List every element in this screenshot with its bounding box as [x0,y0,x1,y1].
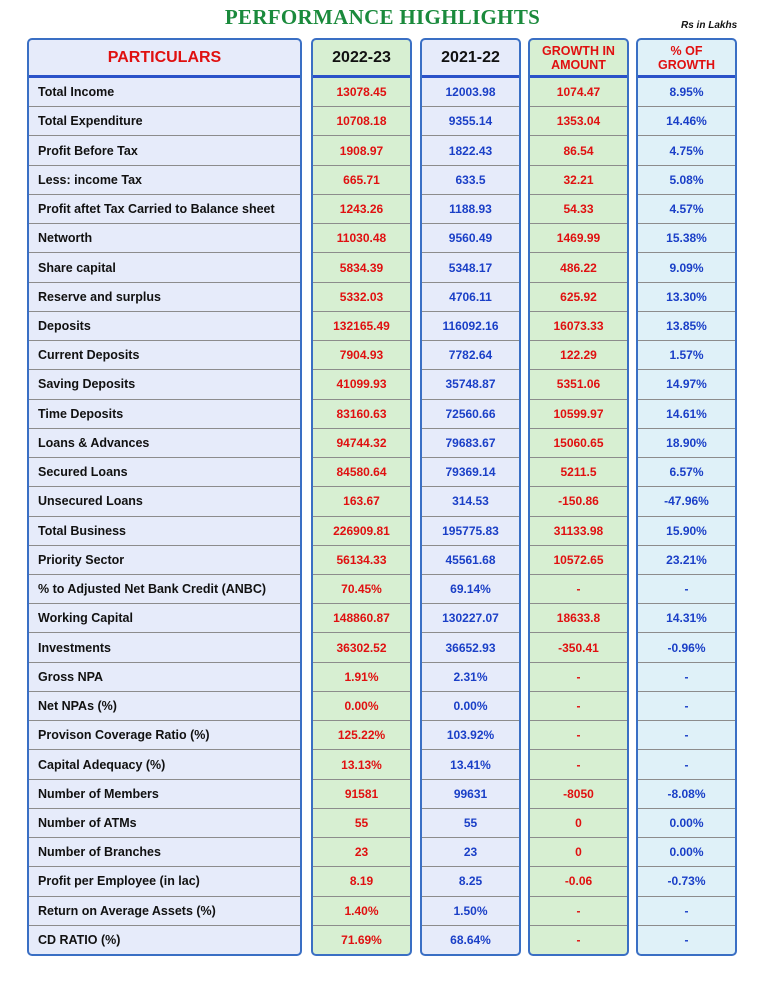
previous-cell: 12003.98 [422,78,519,107]
growth-amount-cell: 0 [530,838,627,867]
particular-cell: Working Capital [29,604,300,633]
particulars-body [29,78,300,954]
particular-cell: Investments [29,633,300,662]
previous-cell: 1822.43 [422,136,519,165]
particular-cell: Reserve and surplus [29,283,300,312]
growth-amount-cell: -8050 [530,780,627,809]
growth-pct-cell: - [638,721,735,750]
growth-amount-cell: 16073.33 [530,312,627,341]
previous-cell: 9355.14 [422,107,519,136]
current-cell: 1243.26 [313,195,410,224]
growth-pct-cell: 13.30% [638,283,735,312]
growth-pct-cell: 4.57% [638,195,735,224]
previous-cell: 99631 [422,780,519,809]
growth-pct-cell: - [684,932,689,947]
previous-cell: 7782.64 [422,341,519,370]
growth-pct-cell: -0.73% [638,867,735,896]
particular-cell: Total Business [29,517,300,546]
growth-pct-cell: - [638,750,735,779]
particular-cell: Current Deposits [29,341,300,370]
particular-cell: Saving Deposits [29,370,300,399]
current-cell: 125.22% [313,721,410,750]
growth-amount-cell: 86.54 [530,136,627,165]
current-cell: 84580.64 [313,458,410,487]
previous-cell: 8.25 [422,867,519,896]
growth-pct-cell: 8.95% [638,78,735,107]
growth-amount-cell: 32.21 [530,166,627,195]
growth-amount-cell: 122.29 [530,341,627,370]
growth-pct-cell: 4.75% [638,136,735,165]
growth-pct-cell: 5.08% [638,166,735,195]
growth-amount-cell: 31133.98 [530,517,627,546]
particular-cell: Provison Coverage Ratio (%) [29,721,300,750]
growth-amount-cell: 10572.65 [530,546,627,575]
previous-cell: 79683.67 [422,429,519,458]
growth-amount-cell: - [576,932,581,947]
current-cell: 1.40% [313,897,410,926]
growth-amount-cell: - [530,721,627,750]
previous-cell: 36652.93 [422,633,519,662]
particular-cell: Deposits [29,312,300,341]
growth-amount-cell: - [530,692,627,721]
growth-amount-cell: 486.22 [530,253,627,282]
current-cell: 8.19 [313,867,410,896]
particular-cell: Total Income [29,78,300,107]
particular-cell: Priority Sector [29,546,300,575]
previous-cell: 633.5 [422,166,519,195]
growth-pct-cell: -0.96% [638,633,735,662]
particular-cell: Profit Before Tax [29,136,300,165]
growth-pct-cell: 15.90% [638,517,735,546]
growth-amount-cell: 1074.47 [530,78,627,107]
growth-pct-cell: -47.96% [638,487,735,516]
growth-pct-cell: 15.38% [638,224,735,253]
growth-pct-header [638,40,735,78]
growth-amount-header-line2: AMOUNT [551,57,606,72]
current-cell: 36302.52 [313,633,410,662]
current-cell: 55 [313,809,410,838]
growth-pct-cell: - [638,575,735,604]
growth-pct-cell: -8.08% [638,780,735,809]
particular-cell: Profit aftet Tax Carried to Balance sheet [29,195,300,224]
previous-cell: 5348.17 [422,253,519,282]
particular-cell: Total Expenditure [29,107,300,136]
previous-cell: 1.50% [422,897,519,926]
current-cell: 0.00% [313,692,410,721]
growth-pct-cell: - [638,897,735,926]
growth-amount-cell: -150.86 [530,487,627,516]
particulars-header: PARTICULARS [29,40,300,78]
particular-cell: Profit per Employee (in lac) [29,867,300,896]
growth-amount-cell: - [530,897,627,926]
particular-cell: Secured Loans [29,458,300,487]
year-previous-column [420,38,521,956]
growth-pct-cell: 6.57% [638,458,735,487]
growth-amount-cell: 1353.04 [530,107,627,136]
growth-amount-cell: -350.41 [530,633,627,662]
growth-amount-cell: -0.06 [530,867,627,896]
current-cell: 132165.49 [313,312,410,341]
particular-cell: Less: income Tax [29,166,300,195]
year-current-column [311,38,412,956]
growth-pct-cell: 0.00% [638,809,735,838]
current-cell: 23 [313,838,410,867]
current-cell: 665.71 [313,166,410,195]
growth-pct-cell: 0.00% [638,838,735,867]
particular-cell: Net NPAs (%) [29,692,300,721]
growth-amount-column [528,38,629,956]
year-previous-body [422,78,519,954]
previous-cell: 0.00% [422,692,519,721]
current-cell: 70.45% [313,575,410,604]
current-cell: 13.13% [313,750,410,779]
previous-cell: 195775.83 [422,517,519,546]
growth-amount-cell: 5351.06 [530,370,627,399]
previous-cell: 72560.66 [422,400,519,429]
current-cell: 94744.32 [313,429,410,458]
growth-pct-cell: 14.46% [638,107,735,136]
growth-amount-cell: 1469.99 [530,224,627,253]
current-cell: 41099.93 [313,370,410,399]
particular-cell: CD RATIO (%) [38,932,121,947]
previous-cell: 103.92% [422,721,519,750]
growth-pct-header-line1: % OF [670,43,703,58]
particular-cell: Number of ATMs [29,809,300,838]
current-cell: 5332.03 [313,283,410,312]
growth-amount-cell: 15060.65 [530,429,627,458]
growth-amount-body [530,78,627,954]
previous-cell: 23 [422,838,519,867]
particular-cell: Share capital [29,253,300,282]
particular-cell: Number of Branches [29,838,300,867]
current-cell: 163.67 [313,487,410,516]
growth-amount-header [530,40,627,78]
previous-cell: 79369.14 [422,458,519,487]
particular-cell: Unsecured Loans [29,487,300,516]
current-cell: 226909.81 [313,517,410,546]
current-cell: 7904.93 [313,341,410,370]
particular-cell: Time Deposits [29,400,300,429]
particular-cell: Loans & Advances [29,429,300,458]
particular-cell: Networth [29,224,300,253]
page-title [0,5,771,30]
current-cell: 83160.63 [313,400,410,429]
previous-cell: 69.14% [422,575,519,604]
current-cell: 148860.87 [313,604,410,633]
year-previous-header: 2021-22 [422,40,519,78]
growth-pct-cell: 14.61% [638,400,735,429]
growth-pct-column [636,38,737,956]
growth-amount-cell: - [530,575,627,604]
growth-amount-cell: 0 [530,809,627,838]
previous-cell: 116092.16 [422,312,519,341]
growth-amount-cell: - [530,750,627,779]
growth-pct-cell: 14.97% [638,370,735,399]
growth-pct-cell: - [638,692,735,721]
previous-cell: 68.64% [450,932,491,947]
current-cell: 10708.18 [313,107,410,136]
growth-pct-body [638,78,735,954]
growth-pct-cell: 13.85% [638,312,735,341]
page-title-text: PERFORMANCE HIGHLIGHTS [224,5,541,29]
particular-cell: Capital Adequacy (%) [29,750,300,779]
particulars-column [27,38,302,956]
growth-pct-cell: 23.21% [638,546,735,575]
year-current-body [313,78,410,954]
growth-pct-cell: 9.09% [638,253,735,282]
growth-pct-cell: 1.57% [638,341,735,370]
year-current-header: 2022-23 [313,40,410,78]
particular-cell: Gross NPA [29,663,300,692]
current-cell: 5834.39 [313,253,410,282]
current-cell: 71.69% [341,932,382,947]
current-cell: 56134.33 [313,546,410,575]
current-cell: 1908.97 [313,136,410,165]
previous-cell: 45561.68 [422,546,519,575]
unit-note: Rs in Lakhs [681,20,738,31]
growth-amount-cell: 18633.8 [530,604,627,633]
previous-cell: 314.53 [422,487,519,516]
current-cell: 11030.48 [313,224,410,253]
growth-pct-header-line2: GROWTH [658,57,715,72]
particular-cell: Number of Members [29,780,300,809]
growth-pct-cell: 14.31% [638,604,735,633]
previous-cell: 35748.87 [422,370,519,399]
growth-amount-cell: 5211.5 [530,458,627,487]
previous-cell: 9560.49 [422,224,519,253]
previous-cell: 55 [422,809,519,838]
growth-amount-cell: 10599.97 [530,400,627,429]
previous-cell: 130227.07 [422,604,519,633]
growth-amount-cell: 625.92 [530,283,627,312]
growth-pct-cell: 18.90% [638,429,735,458]
growth-pct-cell: - [638,663,735,692]
previous-cell: 4706.11 [422,283,519,312]
particular-cell: Return on Average Assets (%) [29,897,300,926]
previous-cell: 2.31% [422,663,519,692]
current-cell: 13078.45 [313,78,410,107]
growth-amount-cell: - [530,663,627,692]
particular-cell: % to Adjusted Net Bank Credit (ANBC) [29,575,300,604]
current-cell: 91581 [313,780,410,809]
growth-amount-header-line1: GROWTH IN [542,43,615,58]
previous-cell: 13.41% [422,750,519,779]
previous-cell: 1188.93 [422,195,519,224]
growth-amount-cell: 54.33 [530,195,627,224]
current-cell: 1.91% [313,663,410,692]
